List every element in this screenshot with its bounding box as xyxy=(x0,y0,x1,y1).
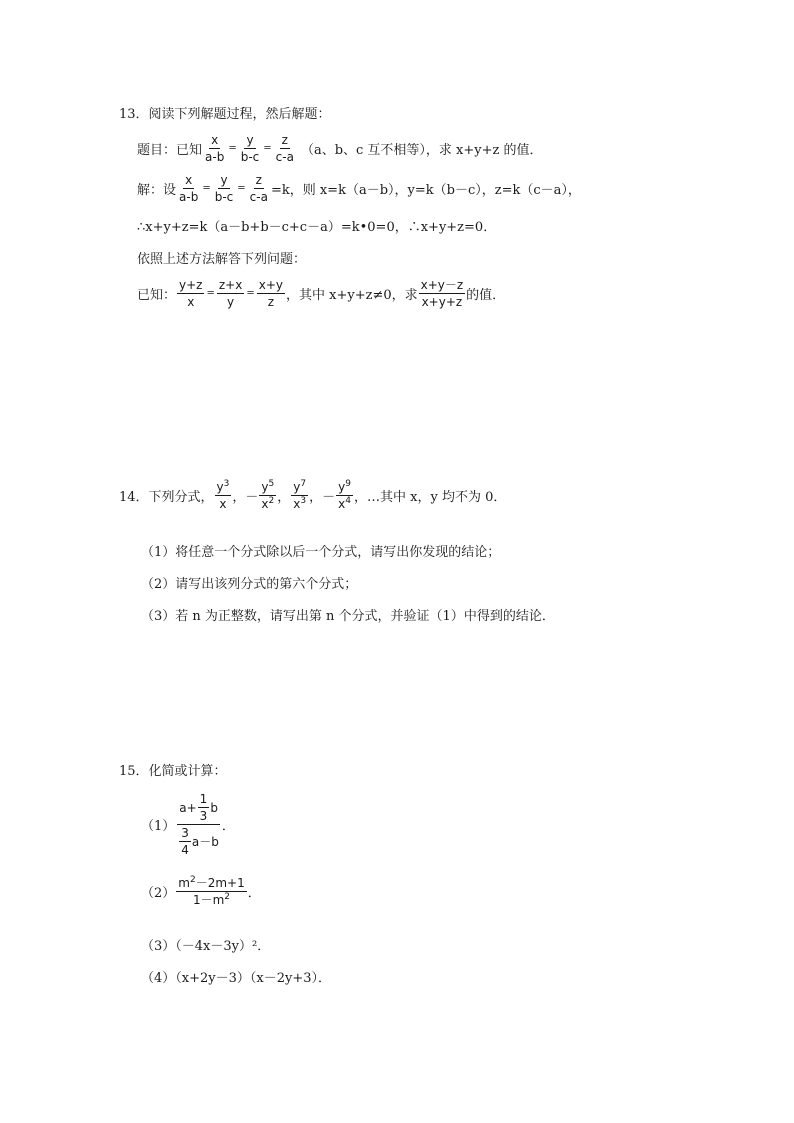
exponent: 2 xyxy=(224,892,231,902)
q13-sol-prefix: 解：设 xyxy=(137,183,177,198)
q14-suffix: ，…其中 x，y 均不为 0． xyxy=(354,490,507,505)
frac-num: 3 xyxy=(181,826,189,840)
q13-sol-frac-y xyxy=(213,173,236,204)
frac-den: b-c xyxy=(240,150,260,164)
exponent: 5 xyxy=(268,479,275,489)
frac-num: z xyxy=(255,173,262,187)
q14-stem xyxy=(119,480,506,511)
frac-num: z xyxy=(281,133,288,147)
frac-den: a-b xyxy=(205,150,225,164)
var-y: y xyxy=(293,480,301,494)
frac-num xyxy=(336,480,353,496)
q14-series-1 xyxy=(215,480,232,511)
q13-frac-z xyxy=(274,133,296,164)
var-x: x xyxy=(293,497,301,511)
q13-sol-frac-z xyxy=(248,173,270,204)
frac-den: 4 xyxy=(181,843,189,857)
q15-item-1 xyxy=(141,792,235,857)
exponent: 2 xyxy=(268,496,275,506)
frac-den: 3 xyxy=(199,809,208,823)
q14-item-3 xyxy=(141,605,555,624)
q15-fraction-2 xyxy=(176,876,246,907)
q14-item-3-text: （3）若 n 为正整数，请写出第 n 个分式，并验证（1）中得到的结论． xyxy=(141,609,555,624)
frac-den xyxy=(217,496,228,511)
q13-given-frac2 xyxy=(217,278,244,309)
q14-item-1 xyxy=(141,541,500,560)
inner-frac xyxy=(179,826,191,857)
frac-num xyxy=(176,876,246,892)
period: ． xyxy=(221,819,235,834)
var-x: x xyxy=(261,497,269,511)
q13-given-prefix: 已知： xyxy=(137,288,177,303)
q13-therefore-text: ∴x+y+z=k（a－b+b－c+c－a）=k•0=0，∴x+y+z=0． xyxy=(137,220,497,235)
equals-sign: = xyxy=(228,143,237,154)
q15-item-3 xyxy=(141,935,270,954)
frac-num xyxy=(291,480,308,496)
frac-num: x xyxy=(211,133,219,147)
term: 1－m xyxy=(192,893,225,907)
frac-num xyxy=(177,792,220,825)
exponent: 4 xyxy=(345,496,351,506)
comma: ， xyxy=(309,490,323,505)
q13-solution xyxy=(137,173,581,204)
q13-given-mid: ，其中 x+y+z≠0，求 xyxy=(286,288,418,303)
q13-given-suffix: 的值． xyxy=(466,288,506,303)
term: －2m+1 xyxy=(195,876,245,890)
frac-den xyxy=(191,892,232,907)
equals-sign: = xyxy=(202,183,211,194)
equals-sign: = xyxy=(206,288,215,299)
equals-sign: = xyxy=(237,183,246,194)
q13-follow xyxy=(137,248,306,267)
frac-den: x+y+z xyxy=(421,295,463,309)
frac-den: y xyxy=(227,295,235,309)
q15-item-4-text: （4）（x+2y－3）（x－2y+3）． xyxy=(141,971,331,986)
frac-den: c-a xyxy=(275,150,294,164)
frac-den: a-b xyxy=(179,190,199,204)
exponent: 3 xyxy=(223,479,230,489)
q14-series-2 xyxy=(259,480,276,511)
q13-problem-suffix: （a、b、c 互不相等），求 x+y+z 的值． xyxy=(300,143,543,158)
q14-prefix: 14．下列分式， xyxy=(119,490,214,505)
item-label: （1） xyxy=(141,819,176,834)
q13-sol-frac-x xyxy=(177,173,200,204)
frac-den xyxy=(336,496,353,511)
frac-den xyxy=(259,496,276,511)
minus-sign: － xyxy=(245,490,259,505)
q13-follow-text: 依照上述方法解答下列问题： xyxy=(137,252,307,267)
period: ． xyxy=(247,886,261,901)
var-y: y xyxy=(338,480,346,494)
exponent: 7 xyxy=(300,479,307,489)
q15-item-2 xyxy=(141,876,261,907)
frac-den: x xyxy=(187,295,195,309)
frac-num: x xyxy=(185,173,193,187)
term: b xyxy=(210,800,218,815)
q13-title-text: 13．阅读下列解题过程，然后解题： xyxy=(119,107,331,122)
var-x: x xyxy=(338,497,346,511)
frac-num: x+y xyxy=(258,278,283,292)
frac-num: 1 xyxy=(199,792,208,806)
var-x: x xyxy=(219,497,227,511)
q13-title xyxy=(119,103,331,122)
q15-complex-fraction xyxy=(176,792,221,857)
frac-den: z xyxy=(267,295,275,309)
q15-title xyxy=(119,760,227,779)
q14-series-3 xyxy=(291,480,308,511)
q15-title-text: 15．化简或计算： xyxy=(119,764,227,779)
minus-sign: － xyxy=(322,490,336,505)
equals-sign: = xyxy=(246,288,255,299)
var-y: y xyxy=(216,480,224,494)
term: m xyxy=(178,876,190,890)
exponent: 9 xyxy=(345,479,351,489)
inner-frac xyxy=(198,792,210,823)
frac-den: c-a xyxy=(249,190,268,204)
exponent: 2 xyxy=(189,875,196,885)
q13-given-frac4 xyxy=(419,278,466,309)
q14-item-1-text: （1）将任意一个分式除以后一个分式，请写出你发现的结论； xyxy=(141,545,501,560)
q15-item-4 xyxy=(141,967,331,986)
frac-den xyxy=(176,825,221,857)
q13-given-frac3 xyxy=(257,278,285,309)
q14-series-4 xyxy=(336,480,353,511)
frac-num: z+x xyxy=(218,278,243,292)
item-label: （2） xyxy=(141,886,176,901)
frac-den xyxy=(291,496,308,511)
q13-problem xyxy=(137,133,543,164)
q14-item-2 xyxy=(141,573,357,592)
term: a+ xyxy=(179,800,197,815)
q15-item-3-text: （3）（－4x－3y）²． xyxy=(141,939,271,954)
comma: ， xyxy=(232,490,246,505)
q13-given-frac1 xyxy=(177,278,204,309)
exponent: 3 xyxy=(300,496,307,506)
term: a－b xyxy=(191,835,219,849)
q13-sol-mid: =k，则 x=k（a－b），y=k（b－c），z=k（c－a）， xyxy=(270,183,581,198)
q13-frac-x xyxy=(203,133,226,164)
frac-num: y+z xyxy=(179,278,203,292)
var-y: y xyxy=(261,480,269,494)
comma: ， xyxy=(277,490,291,505)
equals-sign: = xyxy=(263,143,272,154)
frac-den: b-c xyxy=(214,190,234,204)
q13-frac-y xyxy=(239,133,262,164)
q13-given xyxy=(137,278,505,309)
q14-item-2-text: （2）请写出该列分式的第六个分式； xyxy=(141,577,358,592)
frac-num: y xyxy=(220,173,228,187)
q13-therefore xyxy=(137,216,496,235)
q13-problem-prefix: 题目：已知 xyxy=(137,143,203,158)
frac-num xyxy=(259,480,276,496)
frac-num: y xyxy=(246,133,254,147)
frac-num xyxy=(215,480,232,496)
frac-num: x+y－z xyxy=(420,278,464,292)
